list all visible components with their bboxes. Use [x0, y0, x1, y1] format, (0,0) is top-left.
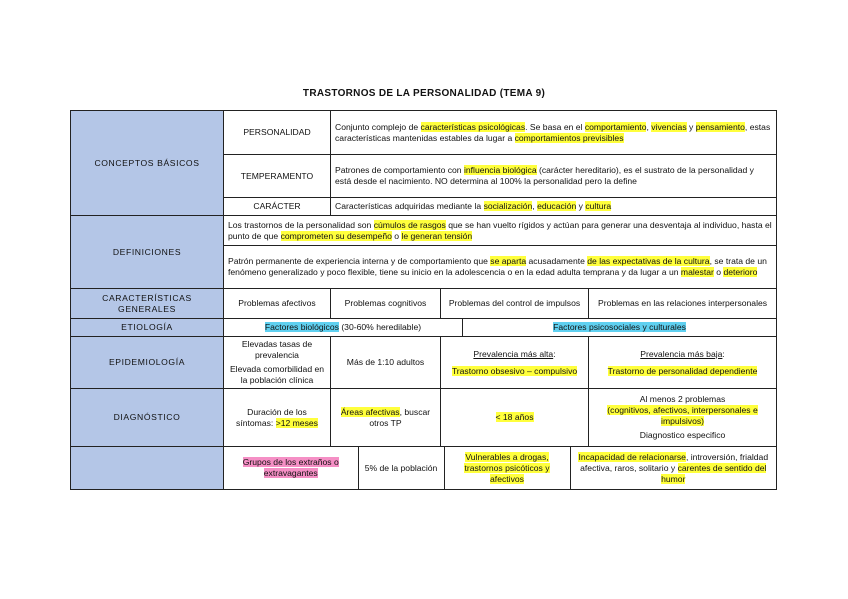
epidemiologia-head: EPIDEMIOLOGÍA	[71, 337, 224, 389]
caracter-def: Características adquiridas mediante la socialización, educación y cultura	[331, 198, 777, 216]
conceptos-head: CONCEPTOS BÁSICOS	[71, 111, 224, 216]
grupo-a-head	[71, 447, 224, 490]
page-title: TRASTORNOS DE LA PERSONALIDAD (TEMA 9)	[302, 88, 546, 99]
caracteristica-interpersonales: Problemas en las relaciones interpersonales	[589, 289, 777, 319]
caracteristica-afectivos: Problemas afectivos	[224, 289, 331, 319]
grupo-a-row	[224, 447, 777, 490]
diagnostico-head: DIAGNÓSTICO	[71, 389, 224, 447]
summary-table	[70, 110, 777, 490]
personalidad-label: PERSONALIDAD	[224, 111, 331, 155]
epidemiologia-alta: Prevalencia más alta: Trastorno obsesivo – compulsivo	[441, 337, 589, 389]
caracteristica-cognitivos: Problemas cognitivos	[331, 289, 441, 319]
diagnostico-areas: Áreas afectivas, buscar otros TP	[331, 389, 441, 447]
personalidad-def: Conjunto complejo de características psicológicas. Se basa en el comportamiento, vivencias y pensamiento, estas características mantenidas estables da lugar a comportamientos previsibles	[331, 111, 777, 155]
etiologia-psicosociales: Factores psicosociales y culturales	[463, 319, 777, 337]
epidemiologia-tasas: Elevadas tasas de prevalencia Elevada comorbilidad en la población clínica	[224, 337, 331, 389]
grupo-extranos: Grupos de los extraños o extravagantes	[224, 447, 358, 489]
temperamento-def: Patrones de comportamiento con influencia biológica (carácter hereditario), es el sustrato de la personalidad y está desde el nacimiento. NO determina al 100% la personalidad pero la define	[331, 155, 777, 198]
diagnostico-duracion: Duración de los síntomas: >12 meses	[224, 389, 331, 447]
diagnostico-edad: < 18 años	[441, 389, 589, 447]
caracteristicas-head: CARACTERÍSTICAS GENERALES	[71, 289, 224, 319]
grupo-vulnerables: Vulnerables a drogas, trastornos psicóticos y afectivos	[444, 447, 570, 489]
grupo-rasgos: Incapacidad de relacionarse, introversión, frialdad afectiva, raros, solitario y carentes de sentido del humor	[578, 451, 769, 484]
epidemiologia-adultos: Más de 1:10 adultos	[331, 337, 441, 389]
diagnostico-problemas: Al menos 2 problemas (cognitivos, afectivos, interpersonales e impulsivos) Diagnostico especifico	[589, 389, 777, 447]
temperamento-label: TEMPERAMENTO	[224, 155, 331, 198]
caracteristica-impulsos: Problemas del control de impulsos	[441, 289, 589, 319]
caracter-label: CARÁCTER	[224, 198, 331, 216]
definiciones-head: DEFINICIONES	[71, 216, 224, 289]
definicion-1: Los trastornos de la personalidad son cúmulos de rasgos que se han vuelto rígidos y actúan para generar una desventaja al individuo, hasta el punto de que comprometen su desempeño o le generan tensión	[224, 216, 777, 246]
etiologia-head: ETIOLOGÍA	[71, 319, 224, 337]
definicion-2: Patrón permanente de experiencia interna y de comportamiento que se aparta acusadamente de las expectativas de la cultura, se trata de un fenómeno generalizado y poco flexible, tiene su inicio en la adolescencia o en la edad adulta temprana y da lugar a un malestar o deterioro	[224, 246, 777, 289]
etiologia-biologicos: Factores biológicos (30-60% heredilable)	[224, 319, 463, 337]
epidemiologia-baja: Prevalencia más baja: Trastorno de personalidad dependiente	[589, 337, 777, 389]
grupo-prevalencia: 5% de la población	[358, 447, 444, 489]
